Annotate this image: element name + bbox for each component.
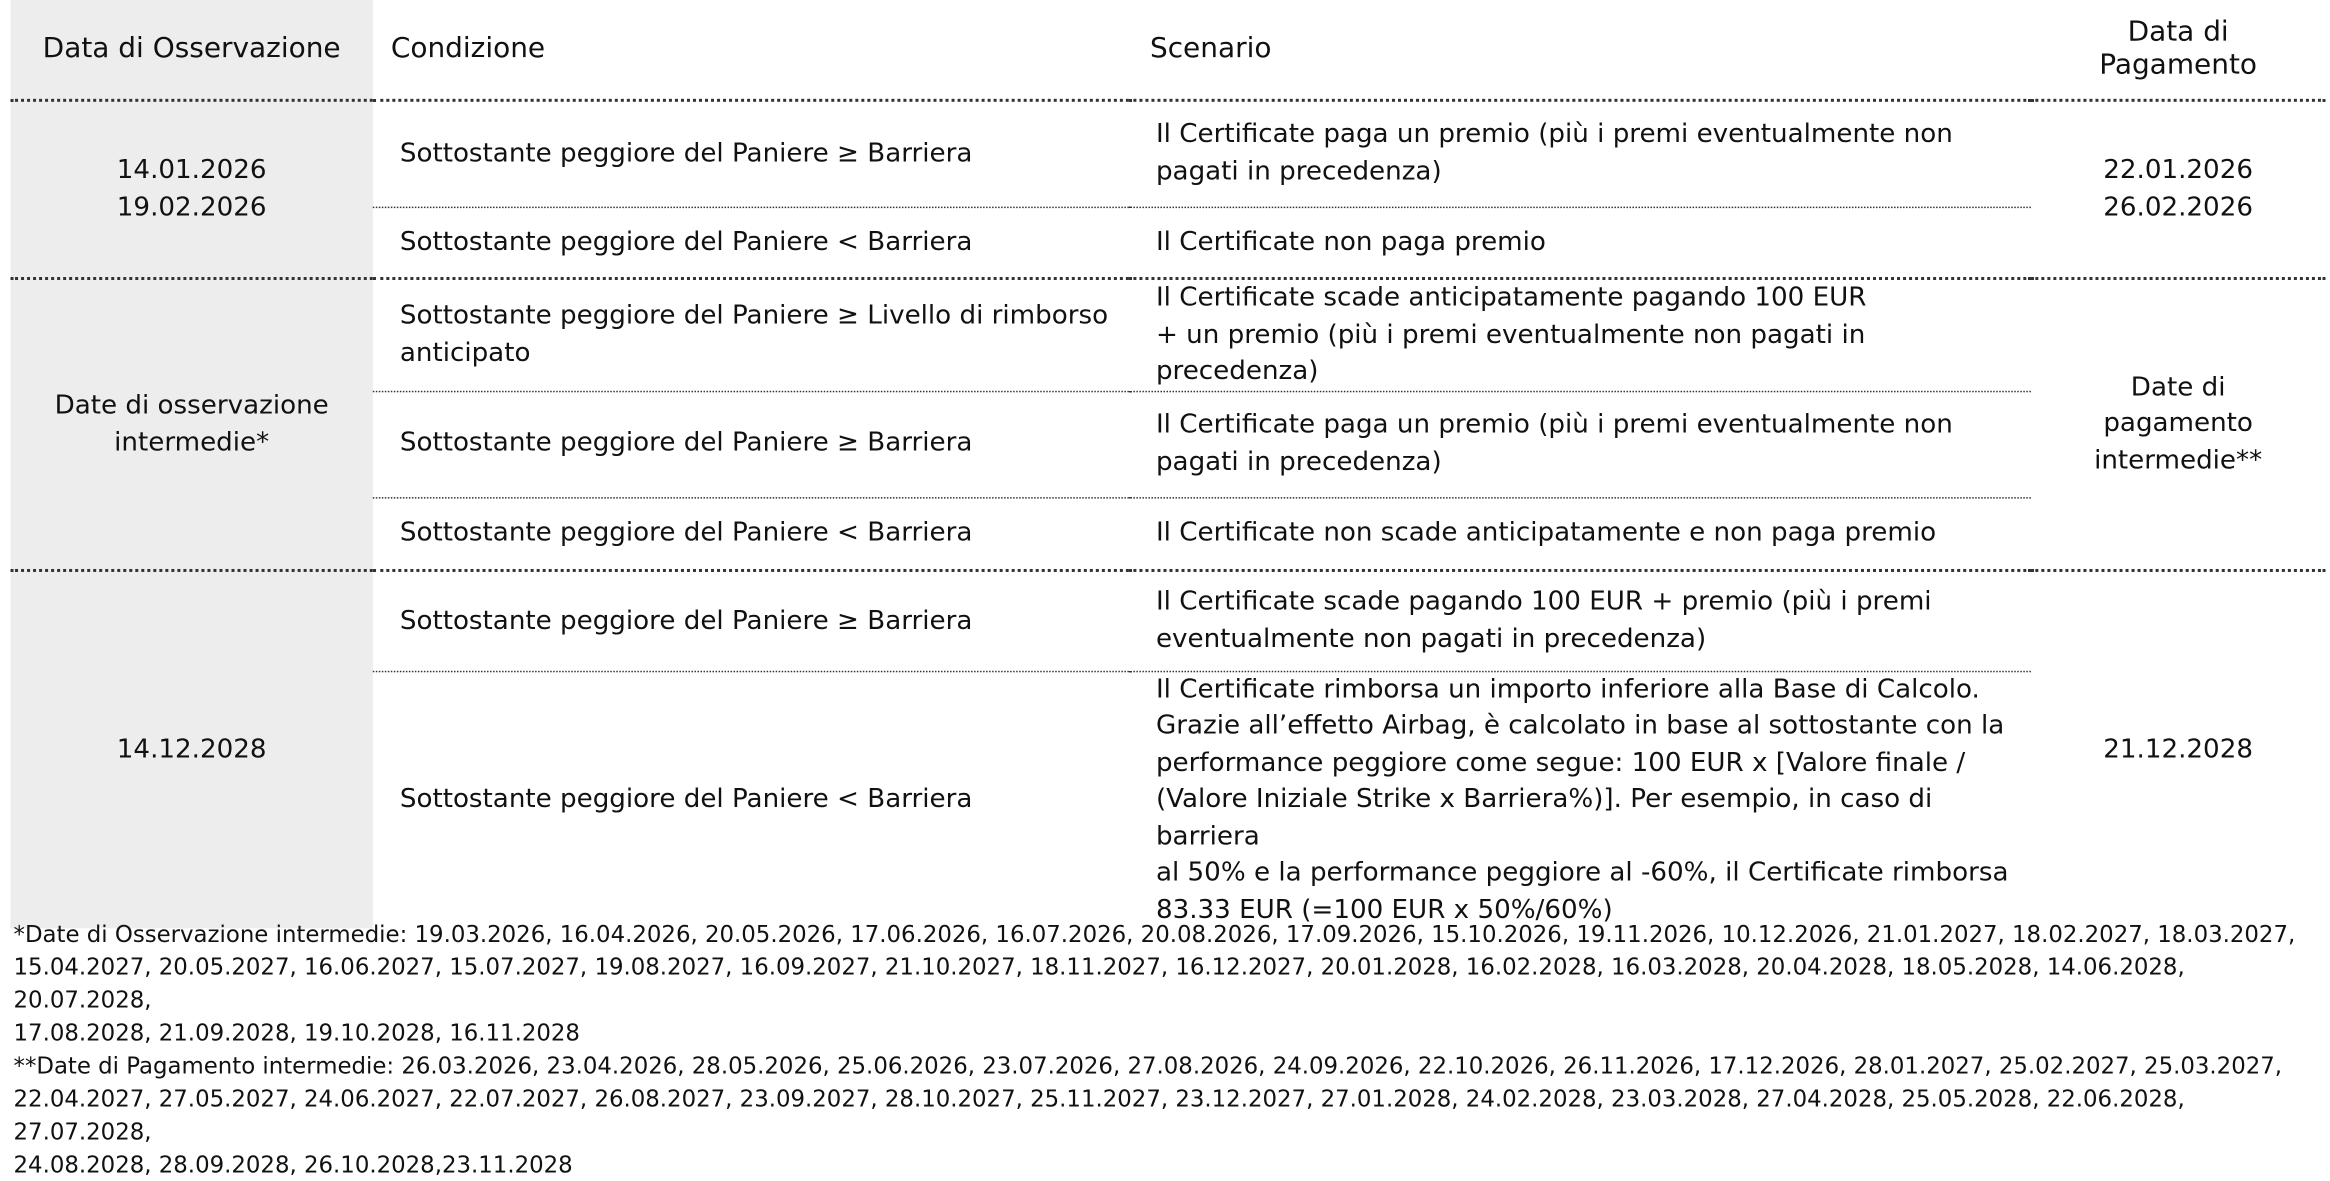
condition-cell: Sottostante peggiore del Paniere < Barriera [373,497,1129,570]
observation-date-cell: 14.01.2026 19.02.2026 [11,100,373,278]
scenario-cell: Il Certificate paga un premio (più i premi eventualmente non pagati in precedenza) [1129,100,2031,206]
payment-date-cell: 22.01.2026 26.02.2026 [2031,100,2326,278]
scenario-cell: Il Certificate scade pagando 100 EUR + premio (più i premi eventualmente non pagati in precedenza) [1129,570,2031,670]
payment-date-cell: 21.12.2028 [2031,570,2326,928]
table-header-row [11,0,2326,100]
header-scenario: Scenario [1149,32,1272,65]
condition-cell: Sottostante peggiore del Paniere ≥ Livello di rimborso anticipato [373,278,1129,390]
condition-cell: Sottostante peggiore del Paniere ≥ Barriera [373,391,1129,497]
scenario-cell: Il Certificate rimborsa un importo inferiore alla Base di Calcolo. Grazie all’effetto Airbag, è calcolato in base al sottostante con la performance peggiore come segue: 100 EUR x [Valore finale / (Valore Iniziale Strike x Barriera%)]. Per esempio, in caso di barriera al 50% e la performance peggiore al -60%, il Certificate rimborsa 83.33 EUR (=100 EUR x 50%/60%) [1129,671,2031,929]
condition-cell: Sottostante peggiore del Paniere < Barriera [373,207,1129,279]
payment-date-cell: Date di pagamento intermedie** [2031,278,2326,570]
condition-cell: Sottostante peggiore del Paniere ≥ Barriera [373,570,1129,670]
scenario-cell: Il Certificate non paga premio [1129,207,2031,279]
header-payment-date: Data di Pagamento [2099,16,2258,81]
observation-date-cell: 14.12.2028 [11,570,373,928]
condition-cell: Sottostante peggiore del Paniere ≥ Barriera [373,100,1129,206]
header-condition: Condizione [390,32,546,65]
header-observation-date: Data di Osservazione [11,0,373,100]
footnote-observation-dates: *Date di Osservazione intermedie: 19.03.2026, 16.04.2026, 20.05.2026, 17.06.2026, 16.07.2026, 20.08.2026, 17.09.2026, 15.10.2026, 19.11.2026, 10.12.2026, 21.01.2027, 18.02.2027, 18.03.2027, 15.04.2027, 20.05.2027, 16.06.2027, 15.07.2027, 19.08.2027, 16.09.2027, 21.10.2027, 18.11.2027, 16.12.2027, 20.01.2028, 16.02.2028, 16.03.2028, 20.04.2028, 18.05.2028, 14.06.2028, 20.07.2028, 17.08.2028, 21.09.2028, 19.10.2028, 16.11.2028 [13,920,2296,1047]
footnotes [14,918,2314,1181]
condition-cell: Sottostante peggiore del Paniere < Barriera [373,671,1129,929]
table-row [11,100,2326,206]
footnote-payment-dates: **Date di Pagamento intermedie: 26.03.2026, 23.04.2026, 28.05.2026, 25.06.2026, 23.07.2026, 27.08.2026, 24.09.2026, 22.10.2026, 26.11.2026, 17.12.2026, 28.01.2027, 25.02.2027, 25.03.2027, 22.04.2027, 27.05.2027, 24.06.2027, 22.07.2027, 26.08.2027, 23.09.2027, 28.10.2027, 25.11.2027, 23.12.2027, 27.01.2028, 24.02.2028, 23.03.2028, 27.04.2028, 25.05.2028, 22.06.2028, 27.07.2028, 24.08.2028, 28.09.2028, 26.10.2028,23.11.2028 [13,1052,2283,1179]
scenario-table [11,0,2326,928]
scenario-cell: Il Certificate non scade anticipatamente e non paga premio [1129,497,2031,570]
observation-date-cell: Date di osservazione intermedie* [11,278,373,570]
scenario-cell: Il Certificate paga un premio (più i premi eventualmente non pagati in precedenza) [1129,391,2031,497]
scenario-cell: Il Certificate scade anticipatamente pagando 100 EUR + un premio (più i premi eventualmente non pagati in precedenza) [1129,278,2031,390]
table-row [11,278,2326,390]
table-row [11,570,2326,670]
